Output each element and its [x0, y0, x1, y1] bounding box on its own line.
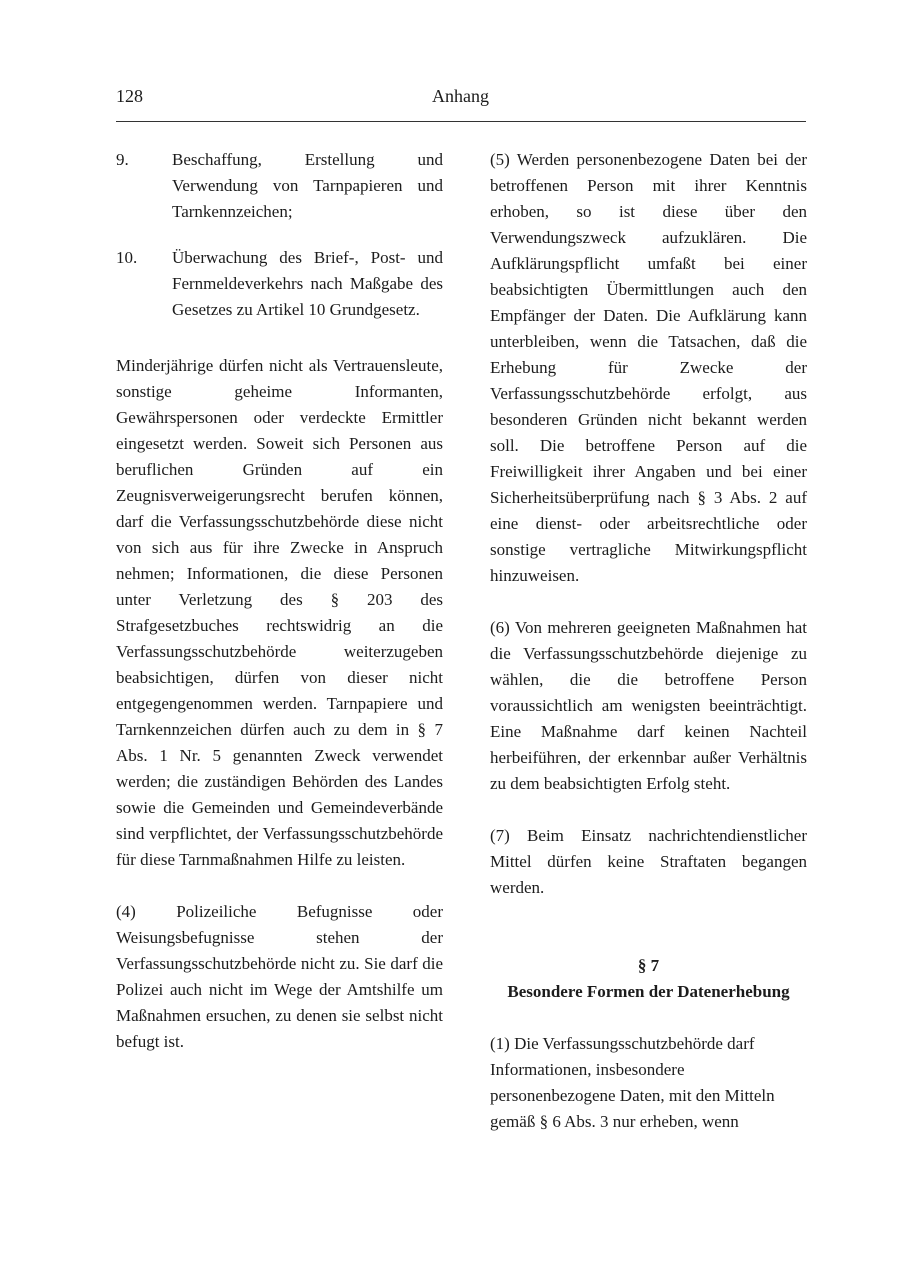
page-number: 128 — [116, 86, 143, 106]
section-mark: § 7 — [637, 956, 660, 975]
paragraph-7-1: (1) Die Verfassungsschutzbehörde darf Informationen, insbesondere personenbezogene Daten, mit den Mitteln gemäß § 6 Abs. 3 nur erheben, wenn — [490, 1034, 775, 1131]
list-item — [116, 245, 443, 323]
right-column — [490, 147, 807, 1161]
item-number: 10. — [116, 248, 138, 267]
paragraph-6: (6) Von mehreren geeigneten Maßnahmen hat die Verfassungsschutzbehörde diejenige zu wählen, die die betroffene Person voraussichtlich am wenigsten beeinträchtigt. Eine Maßnahme darf keinen Nachteil herbeiführen, der erkennbar außer Verhältnis zu dem beabsichtigten Erfolg steht. — [490, 618, 807, 793]
paragraph-minors: Minderjährige dürfen nicht als Vertrauensleute, sonstige geheime Informanten, Gewährspersonen oder verdeckte Ermittler eingesetzt werden. Soweit sich Personen aus beruflichen Gründen auf ein Zeugnisverweigerungsrecht berufen können, darf die Verfassungsschutzbehörde diese nicht von sich aus für ihre Zwecke in Anspruch nehmen; Informationen, die diese Personen unter Verletzung des § 203 des Strafgesetzbuches rechtswidrig an die Verfassungsschutzbehörde weiterzugeben beabsichtigen, dürfen von dieser nicht entgegengenommen werden. Tarnpapiere und Tarnkennzeichen dürfen auch zu dem in § 7 Abs. 1 Nr. 5 genannten Zweck verwendet werden; die zuständigen Behörden des Landes sowie die Gemeinden und Gemeindeverbände sind verpflichtet, der Verfassungsschutzbehörde für diese Tarnmaßnahmen Hilfe zu leisten. — [116, 356, 443, 869]
left-column — [116, 147, 443, 1081]
header-rule — [116, 121, 806, 122]
paragraph-4: (4) Polizeiliche Befugnisse oder Weisungsbefugnisse stehen der Verfassungsschutzbehörde nicht zu. Sie darf die Polizei auch nicht im Wege der Amtshilfe um Maßnahmen ersuchen, zu denen sie selbst nicht befugt ist. — [116, 902, 443, 1051]
paragraph-7: (7) Beim Einsatz nachrichtendienstlicher Mittel dürfen keine Straftaten begangen werden. — [490, 826, 807, 897]
list-item — [116, 147, 443, 225]
item-text: Überwachung des Brief-, Post- und Fernmeldeverkehrs nach Maßgabe des Gesetzes zu Artikel 10 Grundgesetz. — [172, 248, 443, 319]
section-title: Besondere Formen der Datenerhebung — [507, 982, 790, 1001]
running-head: Anhang — [432, 86, 489, 106]
paragraph-5: (5) Werden personenbezogene Daten bei der betroffenen Person mit ihrer Kenntnis erhoben, so ist diese über den Verwendungszweck aufzuklären. Die Aufklärungspflicht umfaßt bei einer beabsichtigten Übermittlungen auch den Empfänger der Daten. Die Aufklärung kann unterbleiben, wenn die Tatsachen, daß die Erhebung für Zwecke der Verfassungsschutzbehörde erfolgt, aus besonderen Gründen nicht bekannt werden soll. Die betroffene Person auf die Freiwilligkeit ihrer Angaben und bei einer Sicherheitsüberprüfung nach § 3 Abs. 2 auf eine dienst- oder arbeitsrechtliche oder sonstige vertragliche Mitwirkungspflicht hinzuweisen. — [490, 150, 807, 585]
item-number: 9. — [116, 150, 129, 169]
item-text: Beschaffung, Erstellung und Verwendung von Tarnpapieren und Tarnkennzeichen; — [172, 150, 443, 221]
